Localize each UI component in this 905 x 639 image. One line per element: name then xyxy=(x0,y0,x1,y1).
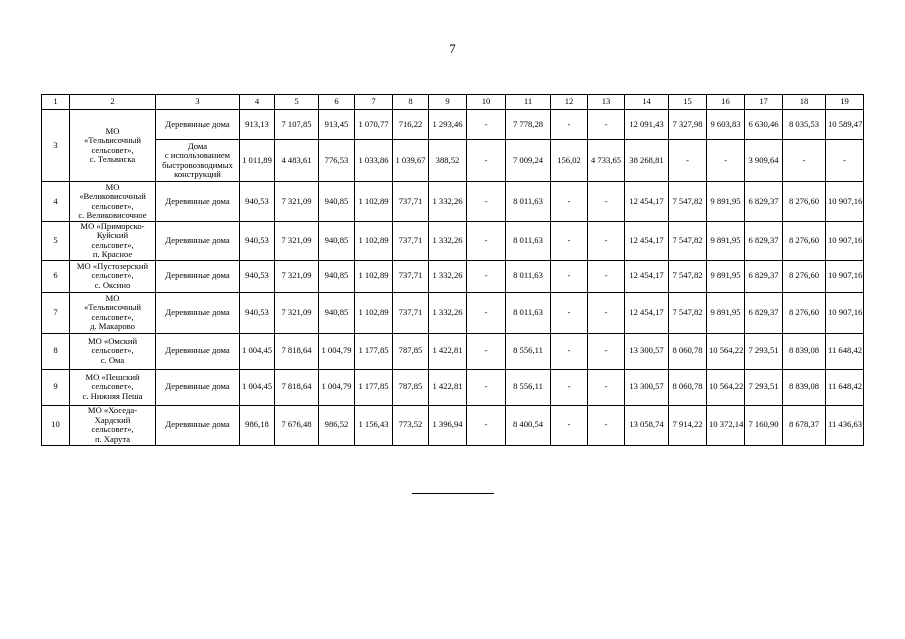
value-cell: 4 733,65 xyxy=(588,140,625,182)
table-row xyxy=(42,405,864,445)
value-cell: 1 102,89 xyxy=(355,292,393,333)
value-cell: 1 332,26 xyxy=(429,260,467,292)
row-number-cell: 5 xyxy=(42,222,70,261)
value-cell: 8 400,54 xyxy=(506,405,551,445)
value-cell: 10 372,14 xyxy=(707,405,745,445)
page-number: 7 xyxy=(449,41,456,56)
value-cell: - xyxy=(467,292,506,333)
value-cell: 10 907,16 xyxy=(826,182,864,222)
value-cell: 1 011,89 xyxy=(240,140,275,182)
row-number-cell: 6 xyxy=(42,260,70,292)
value-cell: 38 268,81 xyxy=(625,140,669,182)
value-cell: 737,71 xyxy=(393,182,429,222)
municipality-cell: МО «Пешский сельсовет», с. Нижняя Пеша xyxy=(70,369,156,405)
value-cell: 1 177,85 xyxy=(355,369,393,405)
value-cell: 773,52 xyxy=(393,405,429,445)
value-cell: 11 648,42 xyxy=(826,369,864,405)
housing-type-cell: Деревянные дома xyxy=(156,333,240,369)
value-cell: 13 058,74 xyxy=(625,405,669,445)
value-cell: - xyxy=(467,110,506,140)
table-row xyxy=(42,182,864,222)
value-cell: 7 547,82 xyxy=(669,222,707,261)
table-row xyxy=(42,260,864,292)
value-cell: - xyxy=(551,333,588,369)
value-cell: 6 829,37 xyxy=(745,182,783,222)
value-cell: 7 818,64 xyxy=(275,333,319,369)
value-cell: 986,18 xyxy=(240,405,275,445)
header-cell: 1 xyxy=(42,95,70,110)
value-cell: 12 454,17 xyxy=(625,182,669,222)
header-cell: 15 xyxy=(669,95,707,110)
value-cell: - xyxy=(588,369,625,405)
value-cell: 940,85 xyxy=(319,222,355,261)
value-cell: 1 004,45 xyxy=(240,333,275,369)
value-cell: 737,71 xyxy=(393,292,429,333)
housing-type-cell: Деревянные дома xyxy=(156,182,240,222)
value-cell: 8 678,37 xyxy=(783,405,826,445)
value-cell: - xyxy=(707,140,745,182)
housing-type-cell: Деревянные дома xyxy=(156,292,240,333)
value-cell: 787,85 xyxy=(393,333,429,369)
value-cell: 12 091,43 xyxy=(625,110,669,140)
value-cell: 1 332,26 xyxy=(429,222,467,261)
value-cell: 9 891,95 xyxy=(707,260,745,292)
table-row xyxy=(42,333,864,369)
value-cell: 9 891,95 xyxy=(707,292,745,333)
housing-type-cell: Дома с использованием быстровозводимых конструкций xyxy=(156,140,240,182)
value-cell: - xyxy=(588,110,625,140)
value-cell: - xyxy=(783,140,826,182)
value-cell: 7 676,48 xyxy=(275,405,319,445)
value-cell: 940,53 xyxy=(240,260,275,292)
value-cell: 1 102,89 xyxy=(355,222,393,261)
value-cell: 7 009,24 xyxy=(506,140,551,182)
value-cell: 9 891,95 xyxy=(707,222,745,261)
value-cell: - xyxy=(551,222,588,261)
header-cell: 16 xyxy=(707,95,745,110)
header-cell: 3 xyxy=(156,95,240,110)
value-cell: - xyxy=(551,260,588,292)
header-row xyxy=(42,95,864,110)
value-cell: 3 909,64 xyxy=(745,140,783,182)
value-cell: 7 321,09 xyxy=(275,292,319,333)
value-cell: 1 177,85 xyxy=(355,333,393,369)
value-cell: 913,13 xyxy=(240,110,275,140)
value-cell: 8 011,63 xyxy=(506,182,551,222)
value-cell: - xyxy=(467,260,506,292)
value-cell: 8 060,78 xyxy=(669,333,707,369)
housing-type-cell: Деревянные дома xyxy=(156,110,240,140)
value-cell: 10 907,16 xyxy=(826,222,864,261)
table-row xyxy=(42,110,864,140)
value-cell: 9 603,83 xyxy=(707,110,745,140)
value-cell: 1 332,26 xyxy=(429,292,467,333)
value-cell: 8 035,53 xyxy=(783,110,826,140)
value-cell: 1 004,45 xyxy=(240,369,275,405)
header-cell: 19 xyxy=(826,95,864,110)
header-cell: 9 xyxy=(429,95,467,110)
value-cell: 1 004,79 xyxy=(319,369,355,405)
header-cell: 2 xyxy=(70,95,156,110)
value-cell: 8 556,11 xyxy=(506,333,551,369)
value-cell: 388,52 xyxy=(429,140,467,182)
value-cell: 7 547,82 xyxy=(669,182,707,222)
value-cell: 7 818,64 xyxy=(275,369,319,405)
value-cell: 8 276,60 xyxy=(783,182,826,222)
value-cell: 737,71 xyxy=(393,222,429,261)
value-cell: - xyxy=(467,405,506,445)
value-cell: - xyxy=(467,369,506,405)
header-cell: 14 xyxy=(625,95,669,110)
value-cell: 1 102,89 xyxy=(355,260,393,292)
value-cell: 12 454,17 xyxy=(625,292,669,333)
value-cell: 13 300,57 xyxy=(625,369,669,405)
table-row xyxy=(42,292,864,333)
value-cell: 1 156,43 xyxy=(355,405,393,445)
value-cell: 10 564,22 xyxy=(707,369,745,405)
value-cell: 940,53 xyxy=(240,292,275,333)
value-cell: 1 033,86 xyxy=(355,140,393,182)
header-cell: 11 xyxy=(506,95,551,110)
header-cell: 8 xyxy=(393,95,429,110)
value-cell: 940,53 xyxy=(240,222,275,261)
value-cell: - xyxy=(588,182,625,222)
value-cell: 8 276,60 xyxy=(783,222,826,261)
value-cell: - xyxy=(826,140,864,182)
value-cell: - xyxy=(467,182,506,222)
value-cell: 6 829,37 xyxy=(745,260,783,292)
end-rule xyxy=(412,493,494,494)
value-cell: 986,52 xyxy=(319,405,355,445)
value-cell: 787,85 xyxy=(393,369,429,405)
value-cell: - xyxy=(588,260,625,292)
housing-type-cell: Деревянные дома xyxy=(156,405,240,445)
value-cell: 8 060,78 xyxy=(669,369,707,405)
value-cell: - xyxy=(588,333,625,369)
value-cell: 940,53 xyxy=(240,182,275,222)
value-cell: 7 293,51 xyxy=(745,333,783,369)
municipality-cell: МО «Великовисочный сельсовет», с. Великовисочное xyxy=(70,182,156,222)
municipality-cell: МО «Омский сельсовет», с. Ома xyxy=(70,333,156,369)
value-cell: 4 483,61 xyxy=(275,140,319,182)
row-number-cell: 4 xyxy=(42,182,70,222)
value-cell: 1 396,94 xyxy=(429,405,467,445)
value-cell: 1 293,46 xyxy=(429,110,467,140)
value-cell: 1 039,67 xyxy=(393,140,429,182)
value-cell: 737,71 xyxy=(393,260,429,292)
table-row xyxy=(42,140,864,182)
value-cell: 12 454,17 xyxy=(625,260,669,292)
value-cell: 7 107,85 xyxy=(275,110,319,140)
value-cell: 11 648,42 xyxy=(826,333,864,369)
value-cell: - xyxy=(551,182,588,222)
value-cell: - xyxy=(588,292,625,333)
value-cell: 1 102,89 xyxy=(355,182,393,222)
value-cell: 6 630,46 xyxy=(745,110,783,140)
value-cell: 1 332,26 xyxy=(429,182,467,222)
value-cell: 9 891,95 xyxy=(707,182,745,222)
row-number-cell: 9 xyxy=(42,369,70,405)
value-cell: - xyxy=(669,140,707,182)
header-cell: 17 xyxy=(745,95,783,110)
value-cell: 940,85 xyxy=(319,182,355,222)
value-cell: 913,45 xyxy=(319,110,355,140)
municipality-cell: МО «Пустозерский сельсовет», с. Оксино xyxy=(70,260,156,292)
row-number-cell: 7 xyxy=(42,292,70,333)
municipality-cell: МО «Тельвисочный сельсовет», д. Макарово xyxy=(70,292,156,333)
value-cell: 7 327,98 xyxy=(669,110,707,140)
housing-type-cell: Деревянные дома xyxy=(156,369,240,405)
municipality-cell: МО «Приморско- Куйский сельсовет», п. Красное xyxy=(70,222,156,261)
value-cell: 7 293,51 xyxy=(745,369,783,405)
value-cell: 1 422,81 xyxy=(429,369,467,405)
value-cell: 11 436,63 xyxy=(826,405,864,445)
header-cell: 4 xyxy=(240,95,275,110)
value-cell: 1 070,77 xyxy=(355,110,393,140)
row-number-cell: 3 xyxy=(42,110,70,182)
value-cell: 13 300,57 xyxy=(625,333,669,369)
value-cell: - xyxy=(467,222,506,261)
value-cell: 10 907,16 xyxy=(826,260,864,292)
header-cell: 5 xyxy=(275,95,319,110)
value-cell: - xyxy=(588,222,625,261)
value-cell: - xyxy=(551,369,588,405)
header-cell: 18 xyxy=(783,95,826,110)
row-number-cell: 8 xyxy=(42,333,70,369)
housing-type-cell: Деревянные дома xyxy=(156,260,240,292)
value-cell: 8 011,63 xyxy=(506,260,551,292)
value-cell: 8 011,63 xyxy=(506,222,551,261)
municipality-cell: МО «Тельвисочный сельсовет», с. Тельвиска xyxy=(70,110,156,182)
value-cell: 8 839,08 xyxy=(783,369,826,405)
value-cell: - xyxy=(588,405,625,445)
header-cell: 13 xyxy=(588,95,625,110)
value-cell: 10 589,47 xyxy=(826,110,864,140)
value-cell: 8 556,11 xyxy=(506,369,551,405)
value-cell: 8 276,60 xyxy=(783,260,826,292)
table-row xyxy=(42,222,864,261)
header-cell: 6 xyxy=(319,95,355,110)
value-cell: 7 778,28 xyxy=(506,110,551,140)
value-cell: 8 839,08 xyxy=(783,333,826,369)
price-table xyxy=(41,94,864,446)
value-cell: - xyxy=(551,110,588,140)
value-cell: 7 160,90 xyxy=(745,405,783,445)
value-cell: 940,85 xyxy=(319,260,355,292)
value-cell: 940,85 xyxy=(319,292,355,333)
value-cell: 7 321,09 xyxy=(275,182,319,222)
value-cell: 7 321,09 xyxy=(275,260,319,292)
value-cell: 156,02 xyxy=(551,140,588,182)
value-cell: 10 564,22 xyxy=(707,333,745,369)
header-cell: 12 xyxy=(551,95,588,110)
value-cell: - xyxy=(551,292,588,333)
value-cell: 1 422,81 xyxy=(429,333,467,369)
value-cell: 716,22 xyxy=(393,110,429,140)
value-cell: 10 907,16 xyxy=(826,292,864,333)
value-cell: 8 276,60 xyxy=(783,292,826,333)
value-cell: 776,53 xyxy=(319,140,355,182)
value-cell: - xyxy=(467,140,506,182)
value-cell: 1 004,79 xyxy=(319,333,355,369)
value-cell: 7 914,22 xyxy=(669,405,707,445)
value-cell: 6 829,37 xyxy=(745,292,783,333)
value-cell: - xyxy=(467,333,506,369)
value-cell: 12 454,17 xyxy=(625,222,669,261)
housing-type-cell: Деревянные дома xyxy=(156,222,240,261)
value-cell: 7 321,09 xyxy=(275,222,319,261)
value-cell: 7 547,82 xyxy=(669,260,707,292)
value-cell: 7 547,82 xyxy=(669,292,707,333)
header-cell: 7 xyxy=(355,95,393,110)
value-cell: 6 829,37 xyxy=(745,222,783,261)
header-cell: 10 xyxy=(467,95,506,110)
value-cell: - xyxy=(551,405,588,445)
municipality-cell: МО «Хоседа- Хардский сельсовет», п. Харута xyxy=(70,405,156,445)
value-cell: 8 011,63 xyxy=(506,292,551,333)
table-row xyxy=(42,369,864,405)
row-number-cell: 10 xyxy=(42,405,70,445)
